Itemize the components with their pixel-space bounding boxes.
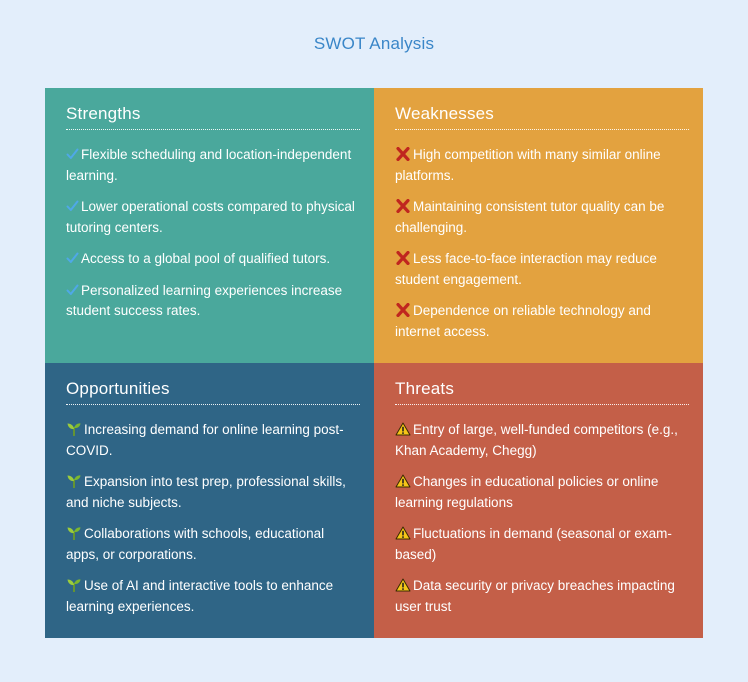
- cross-icon: [395, 199, 411, 213]
- cross-icon: [395, 251, 411, 265]
- seedling-icon: [66, 526, 82, 540]
- list-item: Dependence on reliable technology and internet access.: [395, 303, 651, 339]
- list-item: High competition with many similar online platforms.: [395, 147, 661, 183]
- list-item: Fluctuations in demand (seasonal or exam-based): [395, 526, 672, 562]
- strengths-title: Strengths: [66, 104, 360, 130]
- list-item: Flexible scheduling and location-independent learning.: [66, 147, 352, 183]
- list-item: Entry of large, well-funded competitors (e.g., Khan Academy, Chegg): [395, 422, 678, 458]
- weaknesses-list: [395, 145, 689, 342]
- list-item: Maintaining consistent tutor quality can be challenging.: [395, 199, 665, 235]
- list-item: Data security or privacy breaches impacting user trust: [395, 578, 675, 614]
- seedling-icon: [66, 578, 82, 592]
- opportunities-list: [66, 420, 360, 617]
- threats-title: Threats: [395, 379, 689, 405]
- check-icon: [66, 147, 79, 161]
- list-item: Lower operational costs compared to physical tutoring centers.: [66, 199, 355, 235]
- seedling-icon: [66, 422, 82, 436]
- cross-icon: [395, 303, 411, 317]
- strengths-quadrant: [45, 88, 374, 363]
- check-icon: [66, 199, 79, 213]
- warning-icon: [395, 422, 411, 436]
- list-item: Increasing demand for online learning post-COVID.: [66, 422, 344, 458]
- list-item: Less face-to-face interaction may reduce student engagement.: [395, 251, 657, 287]
- threats-list: [395, 420, 689, 617]
- warning-icon: [395, 526, 411, 540]
- opportunities-title: Opportunities: [66, 379, 360, 405]
- list-item: Personalized learning experiences increase student success rates.: [66, 282, 343, 318]
- warning-icon: [395, 578, 411, 592]
- opportunities-quadrant: [45, 363, 374, 638]
- seedling-icon: [66, 474, 82, 488]
- cross-icon: [395, 147, 411, 161]
- list-item: Expansion into test prep, professional skills, and niche subjects.: [66, 474, 346, 510]
- strengths-list: [66, 145, 360, 322]
- swot-grid: [45, 88, 703, 638]
- list-item: Use of AI and interactive tools to enhance learning experiences.: [66, 578, 334, 614]
- list-item: Collaborations with schools, educational apps, or corporations.: [66, 526, 325, 562]
- threats-quadrant: [374, 363, 703, 638]
- warning-icon: [395, 474, 411, 488]
- check-icon: [66, 251, 79, 265]
- list-item: Changes in educational policies or online learning regulations: [395, 474, 659, 510]
- check-icon: [66, 283, 79, 297]
- weaknesses-title: Weaknesses: [395, 104, 689, 130]
- page-title: SWOT Analysis: [313, 34, 435, 53]
- list-item: Access to a global pool of qualified tutors.: [66, 249, 360, 270]
- weaknesses-quadrant: [374, 88, 703, 363]
